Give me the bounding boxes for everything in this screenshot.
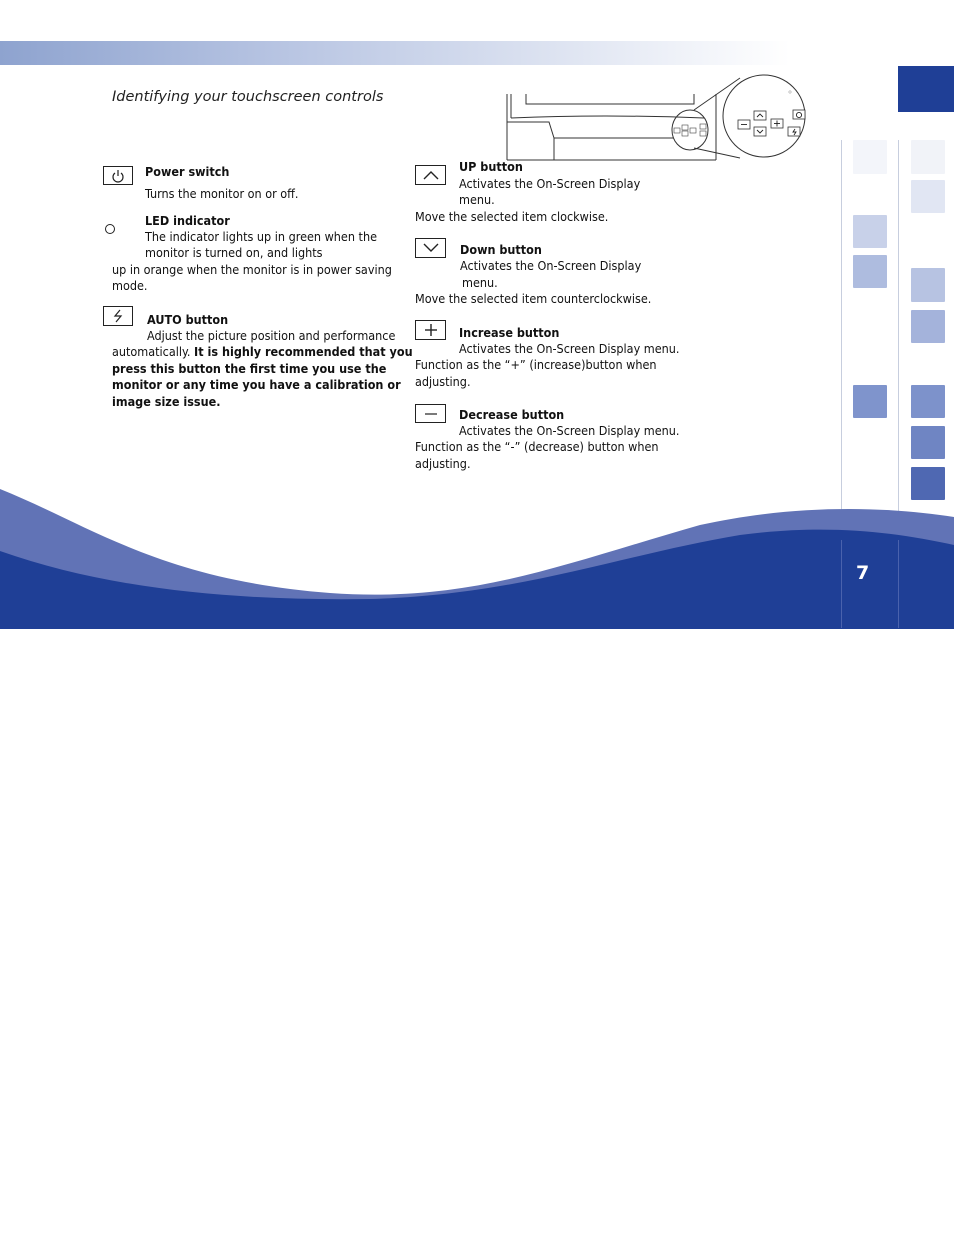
sidebar-square [911,140,945,174]
led-indicator-desc: monitor is turned on, and lights [145,245,323,260]
increase-button-desc: Function as the “+” (increase)button when [415,357,657,372]
down-button-desc: menu. [462,275,498,290]
sidebar-square [853,140,887,174]
down-button-desc: Move the selected item counterclockwise. [415,291,652,306]
header-gradient-bar [0,41,790,65]
sidebar-divider-left [841,540,842,628]
sidebar-square [911,310,945,343]
auto-icon [103,306,133,326]
auto-button-desc-bold: press this button the first time you use the [112,361,387,376]
sidebar-square [911,385,945,418]
auto-button-desc [112,344,413,361]
footer-wave [0,485,954,629]
auto-button-desc-bold: monitor or any time you have a calibration or [112,377,401,392]
led-indicator-icon [105,224,115,234]
down-button-title: Down button [460,242,542,257]
up-button-title: UP button [459,159,523,174]
up-button-desc: Move the selected item clockwise. [415,209,609,224]
led-indicator-desc: The indicator lights up in green when the [145,229,378,244]
power-icon [103,166,133,185]
up-button-desc: Activates the On-Screen Display [459,176,641,191]
led-indicator-title: LED indicator [145,213,230,228]
up-button-desc: menu. [459,192,495,207]
sidebar-square [853,215,887,248]
chevron-down-icon [415,238,446,258]
decrease-button-title: Decrease button [459,407,565,422]
auto-button-desc-bold: It is highly recommended that you [194,344,413,359]
minus-icon [415,404,446,423]
auto-button-title: AUTO button [147,312,229,327]
auto-button-desc: Adjust the picture position and performance [147,328,396,343]
increase-button-desc: adjusting. [415,374,471,389]
decrease-button-desc: adjusting. [415,456,471,471]
increase-button-desc: Activates the On-Screen Display menu. [459,341,680,356]
sidebar-square [853,385,887,418]
plus-icon [415,320,446,340]
led-indicator-desc: up in orange when the monitor is in power saving [112,262,392,277]
power-switch-title: Power switch [145,164,230,179]
sidebar-square [911,180,945,213]
decrease-button-desc: Activates the On-Screen Display menu. [459,423,680,438]
sidebar-square [853,255,887,288]
power-switch-desc: Turns the monitor on or off. [145,186,299,201]
led-indicator-desc: mode. [112,278,148,293]
sidebar-square [911,426,945,459]
page-subtitle: Identifying your touchscreen controls [112,89,384,105]
monitor-control-diagram [504,74,816,164]
chevron-up-icon [415,165,446,185]
down-button-desc: Activates the On-Screen Display [460,258,642,273]
chapter-tab [898,66,954,112]
sidebar-square [911,268,945,302]
decrease-button-desc: Function as the “-” (decrease) button when [415,439,659,454]
page-number: 7 [856,562,870,584]
auto-button-desc-bold: image size issue. [112,394,221,409]
sidebar-divider-right [898,540,899,628]
auto-button-desc-plain: automatically. [112,344,191,359]
increase-button-title: Increase button [459,325,560,340]
